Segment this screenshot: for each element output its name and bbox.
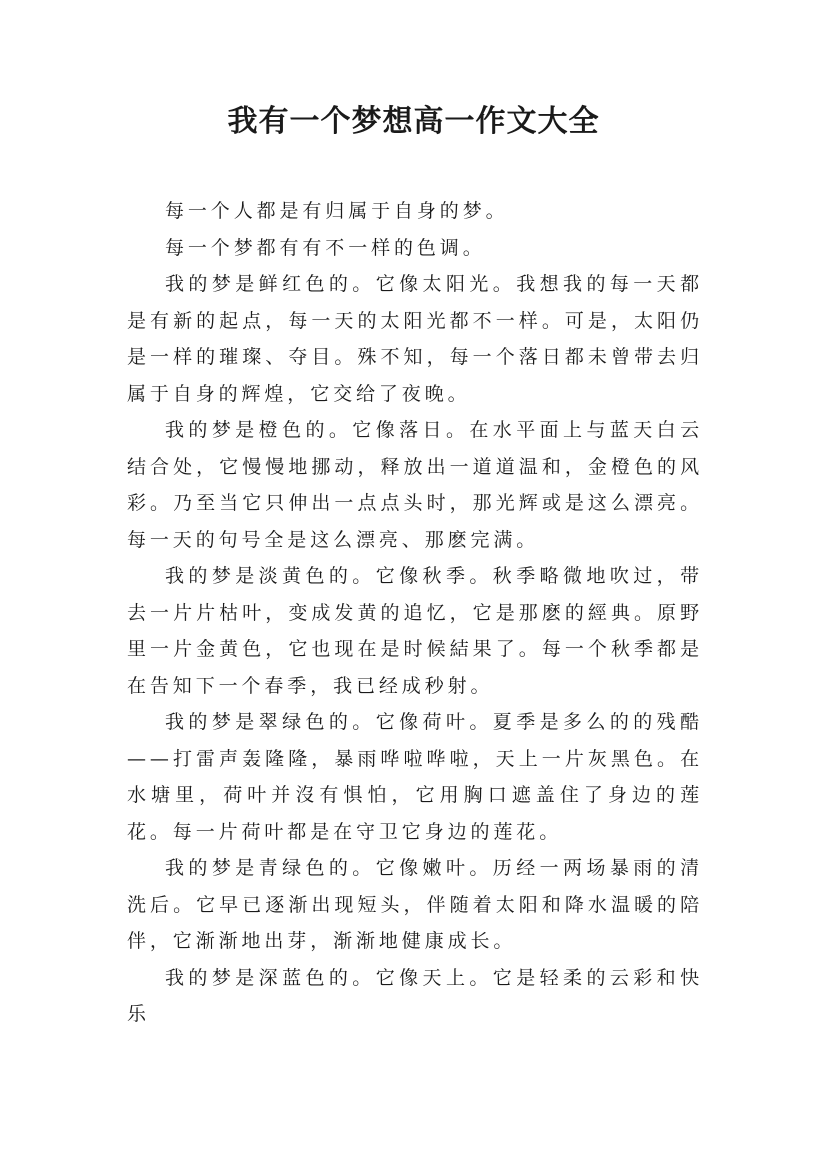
paragraph-2: 每一个梦都有有不一样的色调。 [165, 236, 486, 259]
paragraph-blue-dream: 我的梦是深蓝色的。它像天上。它是轻柔的云彩和快乐 [127, 966, 703, 1025]
document-body [127, 193, 703, 1033]
paragraph-green-dream: 我的梦是翠绿色的。它像荷叶。夏季是多么的的残酷——打雷声轰隆隆，暴雨哗啦哗啦，天上一片灰黑色。在水塘里，荷叶并沒有惧怕，它用胸口遮盖住了身边的莲花。每一片荷叶都是在守卫它身边的莲花。 [127, 711, 703, 843]
paragraph-yellow-dream: 我的梦是淡黄色的。它像秋季。秋季略微地吹过，带去一片片枯叶，变成发黄的追忆，它是那麽的經典。原野里一片金黄色，它也现在是时候結果了。每一个秋季都是在告知下一个春季，我已经成秒射。 [127, 565, 703, 697]
paragraph-orange-dream: 我的梦是橙色的。它像落日。在水平面上与蓝天白云结合处，它慢慢地挪动，释放出一道道温和，金橙色的风彩。乃至当它只伸出一点点头时，那光辉或是这么漂亮。每一天的句号全是这么漂亮、那麽完满。 [127, 419, 703, 551]
document-title: 我有一个梦想高一作文大全 [227, 104, 600, 139]
paragraph-cyan-dream: 我的梦是青绿色的。它像嫩叶。历经一两场暴雨的清洗后。它早已逐渐出现短头，伴随着太阳和降水温暖的陪伴，它渐渐地出芽，渐渐地健康成长。 [127, 857, 703, 952]
paragraph-1: 每一个人都是有归属于自身的梦。 [165, 200, 509, 222]
paragraph-red-dream: 我的梦是鲜红色的。它像太阳光。我想我的每一天都是有新的起点，每一天的太阳光都不一样。可是，太阳仍是一样的璀璨、夺目。殊不知，每一个落日都未曾带去归属于自身的辉煌，它交给了夜晚。 [127, 273, 703, 405]
